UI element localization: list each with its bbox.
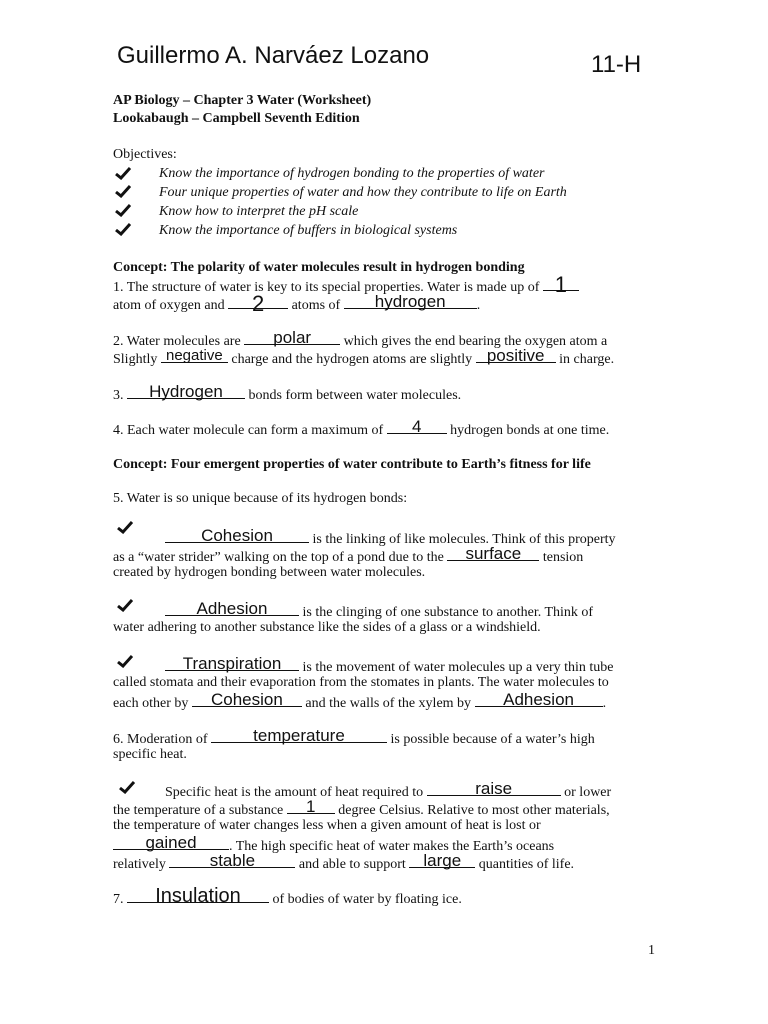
answer-blank[interactable]: Hydrogen xyxy=(127,385,245,399)
worksheet-subtitle: Lookabaugh – Campbell Seventh Edition xyxy=(113,111,360,126)
objective-check-icon xyxy=(115,184,131,203)
specific-heat-check-icon xyxy=(119,780,135,799)
page-number: 1 xyxy=(648,943,655,958)
answer-blank[interactable]: gained xyxy=(113,836,229,850)
question-1-line1: 1. The structure of water is key to its special properties. Water is made up of 1 xyxy=(113,277,579,296)
cohesion-line1: Cohesion is the linking of like molecules. Think of this property xyxy=(165,529,616,548)
answer-blank[interactable]: large xyxy=(409,854,475,868)
question-5-intro: 5. Water is so unique because of its hydrogen bonds: xyxy=(113,491,408,506)
answer-blank[interactable]: surface xyxy=(447,547,539,561)
objective-item: Know how to interpret the pH scale xyxy=(159,204,359,219)
question-2-line2: Slightly negative charge and the hydrogen atoms are slightly positive in charge. xyxy=(113,346,615,367)
answer-blank[interactable]: Adhesion xyxy=(165,602,299,616)
class-section: 11-H xyxy=(591,51,642,78)
objective-check-icon xyxy=(115,203,131,222)
adhesion-line1: Adhesion is the clinging of one substance to another. Think of xyxy=(165,602,593,621)
objective-check-icon xyxy=(115,222,131,241)
answer-blank[interactable]: temperature xyxy=(211,729,387,743)
cohesion-check-icon xyxy=(117,520,133,539)
answer-blank[interactable]: Insulation xyxy=(127,889,269,903)
question-4: 4. Each water molecule can form a maximum of 4 hydrogen bonds at one time. xyxy=(113,417,610,438)
cohesion-line2: as a “water strider” walking on the top of a pond due to the surface tension xyxy=(113,544,584,565)
objective-check-icon xyxy=(115,166,131,185)
answer-blank[interactable]: 2 xyxy=(228,295,288,309)
answer-blank[interactable]: polar xyxy=(244,331,340,345)
objective-item: Know the importance of buffers in biological systems xyxy=(159,223,458,238)
adhesion-line2: water adhering to another substance like the sides of a glass or a windshield. xyxy=(113,620,541,635)
specific-heat-line5: relatively stable and able to support large quantities of life. xyxy=(113,851,575,872)
answer-blank[interactable]: positive xyxy=(476,349,556,363)
answer-blank[interactable]: 1 xyxy=(287,800,335,814)
objective-item: Four unique properties of water and how they contribute to life on Earth xyxy=(159,185,567,200)
concept-heading: Concept: Four emergent properties of water contribute to Earth’s fitness for life xyxy=(113,457,591,472)
worksheet-title: AP Biology – Chapter 3 Water (Worksheet) xyxy=(113,93,372,108)
transpiration-check-icon xyxy=(117,654,133,673)
answer-blank[interactable]: 4 xyxy=(387,420,447,434)
answer-blank[interactable]: Cohesion xyxy=(192,693,302,707)
specific-heat-line1: Specific heat is the amount of heat required to raise or lower xyxy=(165,779,612,800)
answer-blank[interactable]: Transpiration xyxy=(165,657,299,671)
adhesion-check-icon xyxy=(117,598,133,617)
specific-heat-line3: the temperature of water changes less when a given amount of heat is lost or xyxy=(113,818,541,833)
objectives-label: Objectives: xyxy=(113,147,177,162)
student-name: Guillermo A. Narváez Lozano xyxy=(117,42,430,69)
transpiration-line1: Transpiration is the movement of water molecules up a very thin tube xyxy=(165,657,614,676)
answer-blank[interactable]: 1 xyxy=(543,277,579,291)
transpiration-line3: each other by Cohesion and the walls of the xylem by Adhesion . xyxy=(113,690,607,711)
question-1-line2: atom of oxygen and 2 atoms of hydrogen . xyxy=(113,291,481,316)
concept-heading: Concept: The polarity of water molecules result in hydrogen bonding xyxy=(113,260,525,275)
answer-blank[interactable]: stable xyxy=(169,854,295,868)
transpiration-line2: called stomata and their evaporation from the stomates in plants. The water molecules to xyxy=(113,675,609,690)
answer-blank[interactable]: hydrogen xyxy=(344,295,477,309)
cohesion-line3: created by hydrogen bonding between water molecules. xyxy=(113,565,426,580)
answer-blank[interactable]: raise xyxy=(427,782,561,796)
question-6-line1: 6. Moderation of temperature is possible because of a water’s high xyxy=(113,726,595,747)
question-7: 7. Insulation of bodies of water by floating ice. xyxy=(113,885,462,907)
specific-heat-line4: gained . The high specific heat of water makes the Earth’s oceans xyxy=(113,836,554,855)
answer-blank[interactable]: negative xyxy=(161,349,228,363)
question-6-line2: specific heat. xyxy=(113,747,187,762)
objective-item: Know the importance of hydrogen bonding to the properties of water xyxy=(159,166,545,181)
specific-heat-line2: the temperature of a substance 1 degree Celsius. Relative to most other materials, xyxy=(113,797,610,818)
question-2-line1: 2. Water molecules are polar which gives the end bearing the oxygen atom a xyxy=(113,328,608,349)
question-3: 3. Hydrogen bonds form between water molecules. xyxy=(113,382,462,403)
answer-blank[interactable]: Cohesion xyxy=(165,529,309,543)
answer-blank[interactable]: Adhesion xyxy=(475,693,603,707)
